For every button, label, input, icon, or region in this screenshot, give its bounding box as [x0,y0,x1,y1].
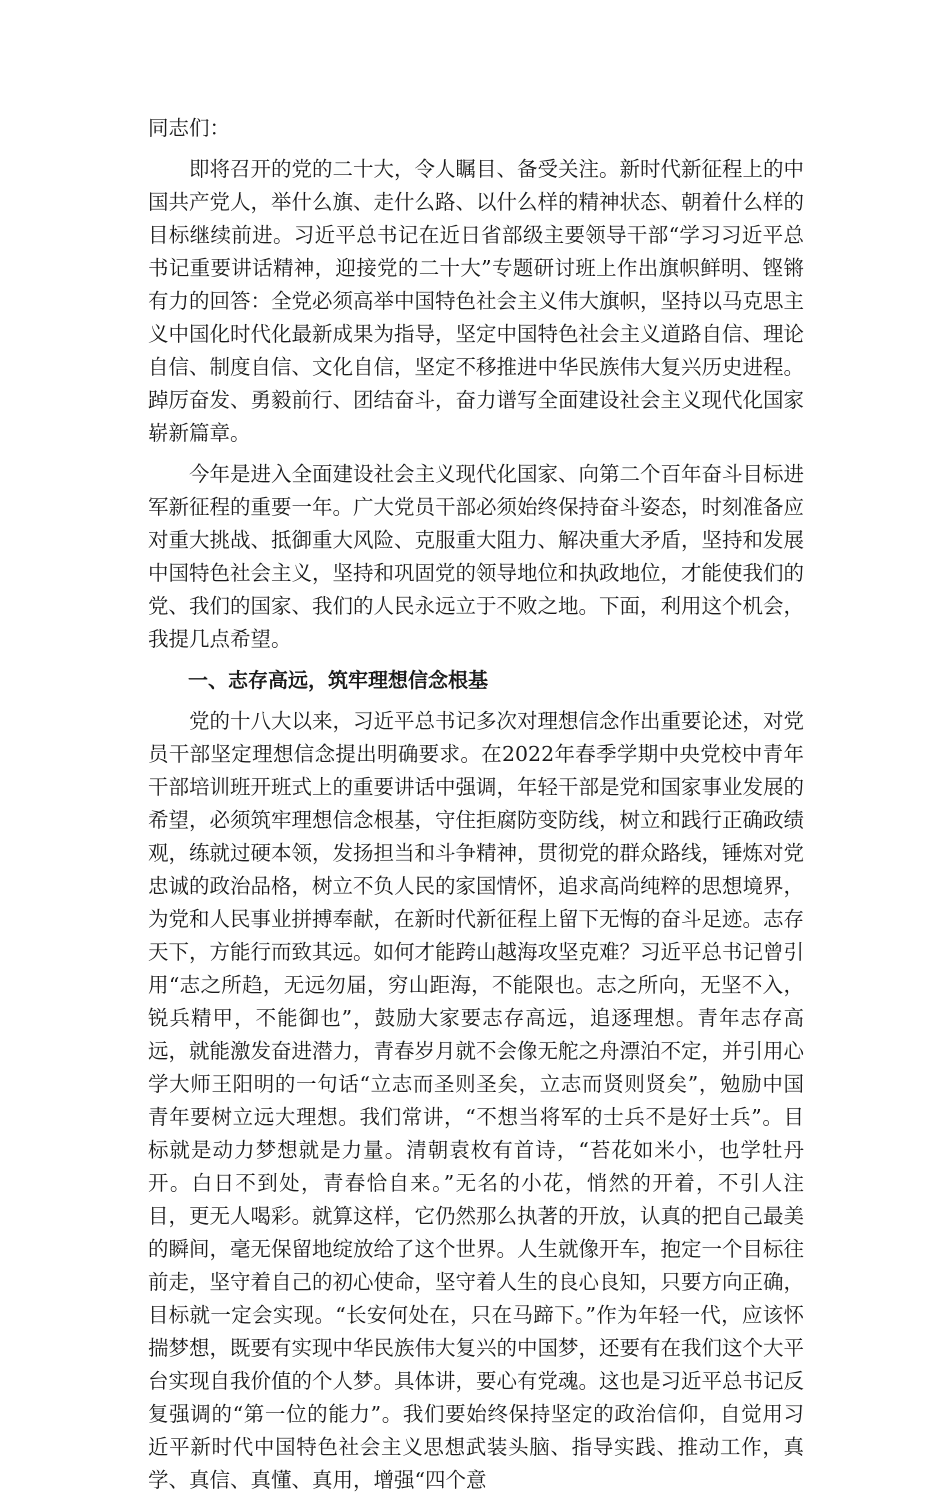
section-body-paragraph: 党的十八大以来，习近平总书记多次对理想信念作出重要论述，对党员干部坚定理想信念提出明确要求。在2022年春季学期中央党校中青年干部培训班开班式上的重要讲话中强调，年轻干部是党和国家事业发展的希望，必须筑牢理想信念根基，守住拒腐防变防线，树立和践行正确政绩观，练就过硬本领，发扬担当和斗争精神，贯彻党的群众路线，锤炼对党忠诚的政治品格，树立不负人民的家国情怀，追求高尚纯粹的思想境界，为党和人民事业拼搏奉献，在新时代新征程上留下无悔的奋斗足迹。志存天下，方能行而致其远。如何才能跨山越海攻坚克难？习近平总书记曾引用“志之所趋，无远勿届，穷山距海，不能限也。志之所向，无坚不入，锐兵精甲，不能御也”，鼓励大家要志存高远，追逐理想。青年志存高远，就能激发奋进潜力，青春岁月就不会像无舵之舟漂泊不定，并引用心学大师王阳明的一句话“立志而圣则圣矣，立志而贤则贤矣”，勉励中国青年要树立远大理想。我们常讲，“不想当将军的士兵不是好士兵”。目标就是动力梦想就是力量。清朝袁枚有首诗，“苔花如米小，也学牡丹开。白日不到处，青春恰自来。”无名的小花，悄然的开着，不引人注目，更无人喝彩。就算这样，它仍然那么执著的开放，认真的把自己最美的瞬间，毫无保留地绽放给了这个世界。人生就像开车，抱定一个目标往前走，坚守着自己的初心使命，坚守着人生的良心良知，只要方向正确，目标就一定会实现。“长安何处在，只在马蹄下。”作为年轻一代，应该怀揣梦想，既要有实现中华民族伟大复兴的中国梦，还要有在我们这个大平台实现自我价值的个人梦。具体讲，要心有党魂。这也是习近平总书记反复强调的“第一位的能力”。我们要始终保持坚定的政治信仰，自觉用习近平新时代中国特色社会主义思想武装头脑、指导实践、推动工作，真学、真信、真懂、真用，增强“四个意 [148,709,804,1492]
section-heading: 一、志存高远，筑牢理想信念根基 [188,668,488,692]
paragraph-context: 今年是进入全面建设社会主义现代化国家、向第二个百年奋斗目标进军新征程的重要一年。广大党员干部必须始终保持奋斗姿态，时刻准备应对重大挑战、抵御重大风险、克服重大阻力、解决重大矛盾，坚持和发展中国特色社会主义，坚持和巩固党的领导地位和执政地位，才能使我们的党、我们的国家、我们的人民永远立于不败之地。下面，利用这个机会，我提几点希望。 [148,462,804,651]
salutation: 同志们： [148,116,230,140]
paragraph-opening: 即将召开的党的二十大，令人瞩目、备受关注。新时代新征程上的中国共产党人，举什么旗、走什么路、以什么样的精神状态、朝着什么样的目标继续前进。习近平总书记在近日省部级主要领导干部“学习习近平总书记重要讲话精神，迎接党的二十大”专题研讨班上作出旗帜鲜明、铿锵有力的回答：全党必须高举中国特色社会主义伟大旗帜，坚持以马克思主义中国化时代化最新成果为指导，坚定中国特色社会主义道路自信、理论自信、制度自信、文化自信，坚定不移推进中华民族伟大复兴历史进程。踔厉奋发、勇毅前行、团结奋斗，奋力谱写全面建设社会主义现代化国家崭新篇章。 [148,157,804,445]
document-body [148,112,804,1497]
